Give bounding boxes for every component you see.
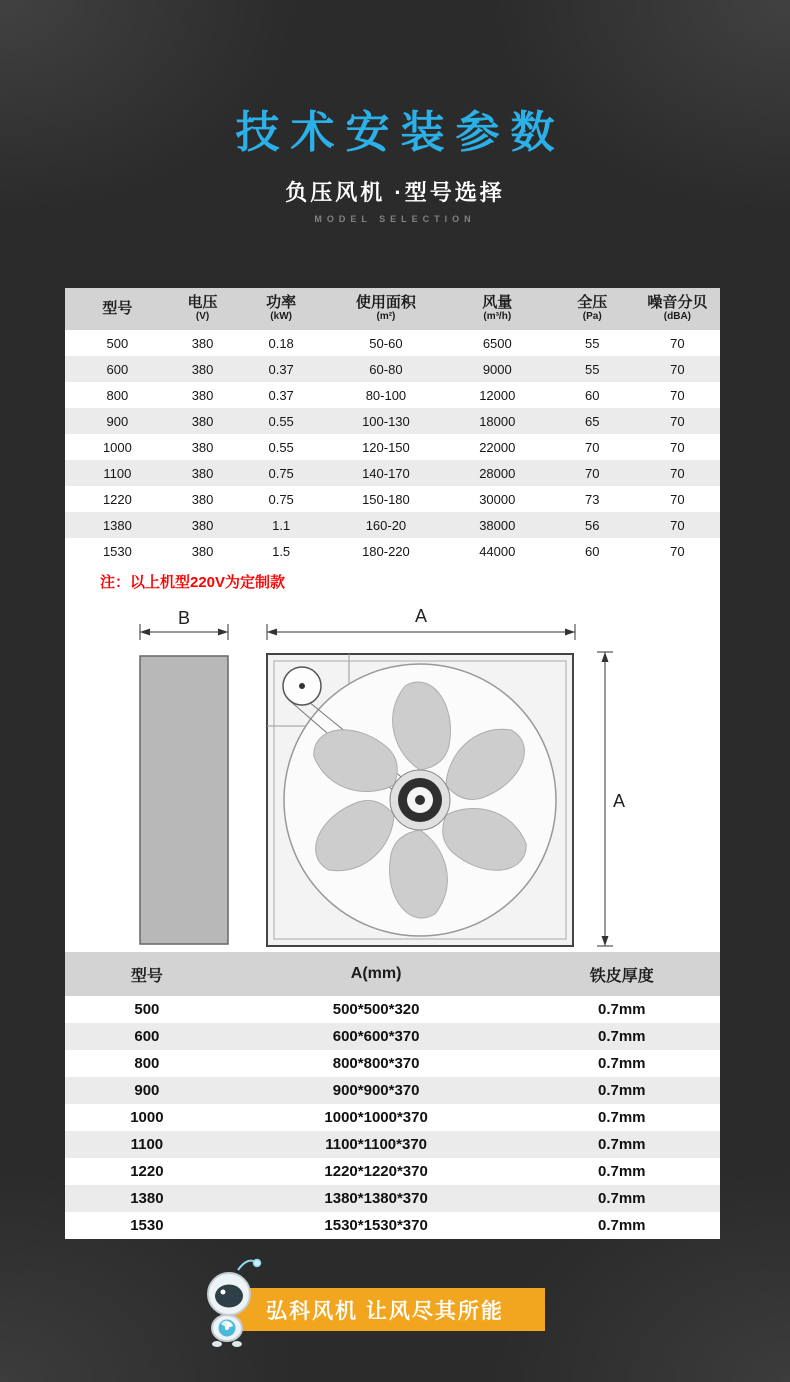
table-cell: 380 (191, 361, 214, 377)
table-cell: 65 (585, 413, 600, 429)
table-row (65, 434, 720, 460)
table-cell: 900 (134, 1082, 160, 1099)
table-cell: 60 (585, 387, 600, 403)
table-cell: 70 (670, 439, 685, 455)
table-cell: 600 (134, 1028, 160, 1045)
table-cell: 70 (670, 335, 685, 351)
table-cell: 9000 (482, 361, 512, 377)
dimension-diagram (65, 594, 720, 952)
table-row (65, 1185, 720, 1212)
table-cell: 0.7mm (597, 1001, 646, 1018)
table-cell: 70 (670, 361, 685, 377)
table-cell: 80-100 (365, 387, 407, 403)
page-subtitle-en: MODEL SELECTION (314, 214, 476, 224)
motor-pulley (283, 667, 321, 705)
table-row (65, 1212, 720, 1239)
table-cell: 600 (106, 361, 129, 377)
table-cell: 1100 (130, 1136, 164, 1153)
table-cell: 70 (670, 491, 685, 507)
table-row (65, 460, 720, 486)
table-row (65, 356, 720, 382)
table-cell: 30000 (479, 491, 516, 507)
table-cell: 1220 (130, 1163, 164, 1180)
dim-header-row (65, 952, 720, 996)
table-cell: 800*800*370 (332, 1055, 420, 1072)
table-cell: 900 (106, 413, 129, 429)
table-cell: 0.75 (268, 465, 294, 481)
table-cell: 1000*1000*370 (324, 1109, 428, 1126)
table-row (65, 486, 720, 512)
page-subtitle: 负压风机 ·型号选择 (285, 180, 505, 205)
table-cell: 500 (106, 335, 129, 351)
table-row (65, 996, 720, 1023)
table-cell: 1220*1220*370 (324, 1163, 428, 1180)
dim-label-b: B (177, 608, 191, 628)
table-cell: 1000 (130, 1109, 164, 1126)
table-cell: 380 (191, 387, 214, 403)
table-cell: 160-20 (365, 517, 407, 533)
dimension-table (65, 952, 720, 1239)
spec-column-header: 全压 (Pa) (550, 288, 635, 330)
dim-table-head (65, 952, 720, 996)
table-cell: 0.7mm (597, 1190, 646, 1207)
table-cell: 0.75 (268, 491, 294, 507)
table-cell: 1000 (102, 439, 132, 455)
table-cell: 1380*1380*370 (324, 1190, 428, 1207)
dim-label-a-right: A (613, 791, 626, 811)
dim-label-a-top: A (414, 606, 428, 626)
spec-header-row (65, 288, 720, 330)
table-cell: 70 (585, 465, 600, 481)
table-cell: 22000 (479, 439, 516, 455)
table-cell: 180-220 (362, 543, 410, 559)
page-title: 技术安装参数 (235, 108, 566, 157)
table-cell: 0.7mm (597, 1082, 646, 1099)
table-row (65, 1104, 720, 1131)
table-cell: 18000 (479, 413, 516, 429)
table-cell: 0.37 (268, 361, 294, 377)
table-cell: 600*600*370 (332, 1028, 420, 1045)
table-cell: 70 (670, 517, 685, 533)
table-cell: 1100 (103, 465, 132, 481)
spec-column-header: 型号 (65, 288, 170, 330)
mascot-robot (196, 1254, 266, 1355)
table-cell: 6500 (482, 335, 512, 351)
table-cell: 0.7mm (597, 1109, 646, 1126)
hero-header (0, 0, 790, 224)
table-cell: 0.55 (268, 413, 294, 429)
table-cell: 0.7mm (597, 1217, 646, 1234)
table-cell: 0.7mm (597, 1163, 646, 1180)
table-row (65, 512, 720, 538)
fan-hub (390, 770, 450, 830)
table-row (65, 1050, 720, 1077)
table-cell: 70 (585, 439, 600, 455)
table-cell: 800 (106, 387, 129, 403)
table-row (65, 538, 720, 564)
table-cell: 44000 (479, 543, 516, 559)
table-cell: 140-170 (362, 465, 410, 481)
table-row (65, 408, 720, 434)
dim-column-header: 型号 (65, 952, 229, 996)
table-cell: 1100*1100*370 (325, 1136, 428, 1153)
table-cell: 60-80 (369, 361, 403, 377)
table-cell: 70 (670, 387, 685, 403)
table-cell: 12000 (479, 387, 516, 403)
table-cell: 380 (191, 465, 214, 481)
table-cell: 120-150 (362, 439, 410, 455)
spec-table-head (65, 288, 720, 330)
spec-column-header: 功率 (kW) (235, 288, 327, 330)
table-cell: 380 (191, 517, 214, 533)
fan-side-view (140, 656, 228, 944)
table-cell: 60 (585, 543, 600, 559)
fan-front-view (267, 654, 573, 946)
table-cell: 380 (191, 439, 214, 455)
table-cell: 500*500*320 (332, 1001, 420, 1018)
table-row (65, 330, 720, 356)
table-row (65, 1023, 720, 1050)
fan-dimension-drawing (65, 594, 720, 952)
table-cell: 100-130 (362, 413, 410, 429)
table-cell: 150-180 (362, 491, 410, 507)
dim-column-header: 铁皮厚度 (524, 952, 721, 996)
table-cell: 70 (670, 465, 685, 481)
table-cell: 0.7mm (597, 1028, 646, 1045)
table-cell: 1380 (130, 1190, 164, 1207)
table-cell: 55 (585, 361, 600, 377)
spec-table-body (65, 330, 720, 564)
table-cell: 55 (585, 335, 600, 351)
spec-column-header: 噪音分贝 (dBA) (635, 288, 720, 330)
table-cell: 70 (670, 413, 685, 429)
table-cell: 28000 (479, 465, 516, 481)
table-row (65, 1077, 720, 1104)
table-cell: 1.5 (272, 543, 291, 559)
table-cell: 0.18 (268, 335, 294, 351)
table-row (65, 1131, 720, 1158)
table-cell: 1380 (102, 517, 132, 533)
spec-column-header: 电压 (V) (170, 288, 236, 330)
table-cell: 73 (585, 491, 600, 507)
table-cell: 380 (191, 543, 214, 559)
table-cell: 380 (191, 491, 214, 507)
spec-column-header: 使用面积 (m²) (327, 288, 445, 330)
content-panel (65, 288, 720, 1239)
table-cell: 0.37 (268, 387, 294, 403)
dim-table-body (65, 996, 720, 1239)
table-cell: 800 (134, 1055, 160, 1072)
table-cell: 1220 (102, 491, 132, 507)
brand-banner: 弘科风机 让风尽其所能 (225, 1288, 545, 1331)
table-cell: 500 (134, 1001, 160, 1018)
table-cell: 380 (191, 413, 214, 429)
spec-column-header: 风量 (m³/h) (445, 288, 550, 330)
table-cell: 50-60 (369, 335, 403, 351)
table-row (65, 382, 720, 408)
mascot-robot-icon (196, 1254, 266, 1350)
table-cell: 1.1 (272, 517, 291, 533)
table-cell: 1530 (102, 543, 132, 559)
table-cell: 1530*1530*370 (324, 1217, 428, 1234)
table-cell: 38000 (479, 517, 516, 533)
table-cell: 0.7mm (597, 1136, 646, 1153)
table-row (65, 1158, 720, 1185)
custom-voltage-note: 注：以上机型220V为定制款 (100, 574, 286, 591)
dim-column-header: A(mm) (229, 952, 524, 996)
table-cell: 56 (585, 517, 600, 533)
table-cell: 70 (670, 543, 685, 559)
table-cell: 900*900*370 (332, 1082, 420, 1099)
table-cell: 1530 (130, 1217, 164, 1234)
spec-table (65, 288, 720, 564)
table-cell: 0.55 (268, 439, 294, 455)
table-cell: 0.7mm (597, 1055, 646, 1072)
table-cell: 380 (191, 335, 214, 351)
